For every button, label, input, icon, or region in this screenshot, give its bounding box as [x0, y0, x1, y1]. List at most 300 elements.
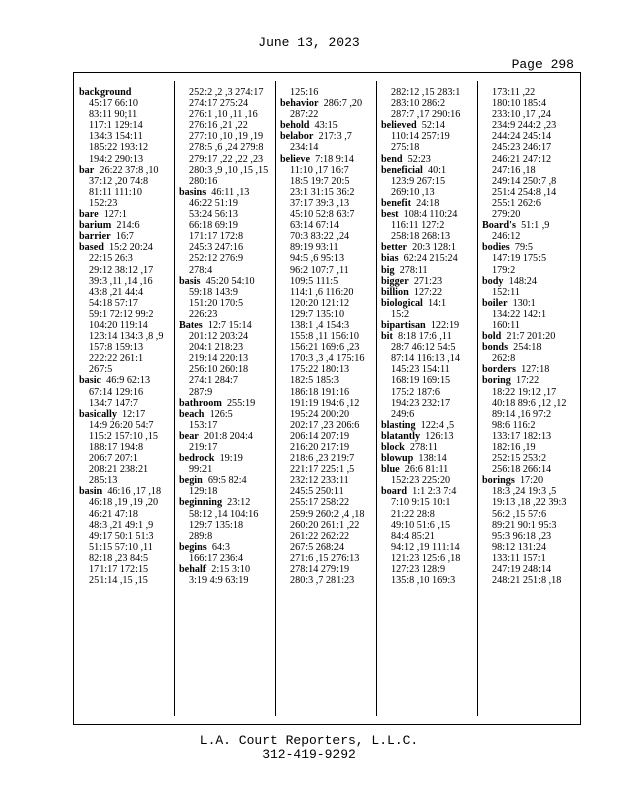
index-refs-continued: 157:8 159:13	[89, 342, 144, 354]
index-refs-continued: 99:21	[189, 464, 213, 476]
index-refs: 217:3 ,7	[318, 131, 352, 143]
index-term: basic	[79, 375, 102, 387]
index-refs-continued: 251:4 254:8 ,14	[492, 186, 557, 198]
index-entry	[179, 398, 268, 409]
index-refs-continued: 160:11	[492, 319, 520, 331]
index-refs-continued: 133:11 157:1	[492, 552, 546, 564]
index-term: Board's	[482, 220, 516, 232]
index-refs-continued: 275:18	[391, 142, 420, 154]
index-term: benefit	[381, 197, 411, 209]
index-refs-continued: 123:14 134:3 ,8 ,9	[89, 331, 164, 343]
index-refs-continued: 219:17	[189, 442, 218, 453]
index-refs-continued: 67:14 129:16	[89, 386, 144, 398]
index-entry	[381, 331, 460, 342]
index-refs-continued: 283:10 286:2	[391, 98, 446, 110]
index-refs-continued: 56:2 ,15 57:6	[492, 508, 547, 520]
index-refs-continued: 278:4	[189, 264, 213, 276]
index-entry	[482, 220, 566, 231]
index-term: bodies	[482, 242, 510, 254]
index-entry	[482, 364, 566, 375]
index-term: billion	[381, 286, 409, 298]
index-refs-continued: 168:19 169:15	[391, 375, 451, 387]
index-entry	[482, 375, 566, 386]
index-term: beach	[179, 408, 205, 420]
index-refs-continued: 49:10 51:6 ,15	[391, 519, 451, 531]
index-entry	[381, 265, 460, 276]
index-refs-continued: 18:3 ,24 19:3 ,5	[492, 486, 557, 498]
index-refs-continued: 259:9 260:2 ,4 ,18	[290, 508, 365, 520]
page-number: Page 298	[511, 57, 574, 72]
index-refs-continued: 19:13 ,18 ,22 39:3	[492, 497, 567, 509]
index-entry	[280, 98, 364, 109]
index-term: begins	[179, 541, 207, 553]
index-term: behavior	[280, 98, 319, 110]
index-refs-continued: 194:2 290:13	[89, 153, 144, 165]
index-refs-continued: 98:6 116:2	[492, 419, 536, 431]
index-refs: 17:22	[515, 375, 540, 387]
index-refs-continued: 45:10 52:8 63:7	[290, 209, 355, 221]
index-refs: 130:1	[512, 297, 536, 309]
index-refs-continued: 287:9	[189, 386, 213, 398]
index-refs-continued: 14:9 26:20 54:7	[89, 419, 154, 431]
index-entry	[482, 242, 566, 253]
index-term: blasting	[381, 419, 416, 431]
index-refs-continued: 221:17 225:1 ,5	[290, 464, 355, 476]
index-refs-continued: 274:17 275:24	[189, 98, 249, 110]
index-refs: 138:14	[418, 453, 447, 465]
index-refs-continued: 256:18 266:14	[492, 464, 552, 476]
index-refs-continued: 233:10 ,17 ,24	[492, 109, 551, 121]
index-refs-continued: 255:1 262:6	[492, 197, 541, 209]
index-entry	[482, 298, 566, 309]
index-refs-continued: 191:19 194:6 ,12	[290, 397, 360, 409]
index-entry	[381, 165, 460, 176]
index-term: basis	[179, 275, 201, 287]
index-refs-continued: 46:22 51:19	[189, 197, 238, 209]
index-refs-continued: 28:7 46:12 54:5	[391, 342, 456, 354]
index-refs-continued: 117:1 129:14	[89, 120, 143, 132]
index-refs: 52:23	[407, 153, 431, 165]
index-refs-continued: 218:6 ,23 219:7	[290, 453, 355, 465]
index-refs: 46:9 62:13	[106, 375, 151, 387]
index-entry	[381, 298, 460, 309]
index-refs-continued: 260:20 261:1 ,22	[290, 519, 360, 531]
index-refs-continued: 87:14 116:13 ,14	[391, 353, 460, 365]
index-refs-continued: 40:18 89:6 ,12 ,12	[492, 397, 567, 409]
index-column-5	[482, 87, 566, 586]
index-refs-continued: 129:7 135:18	[189, 519, 244, 531]
index-refs-continued: 202:17 ,23 206:6	[290, 419, 360, 431]
index-term: bigger	[381, 275, 409, 287]
index-refs: 255:19	[226, 397, 256, 409]
index-refs: 127:18	[521, 364, 550, 376]
index-refs-continued: 89:14 ,16 97:2	[492, 408, 552, 420]
index-refs-continued: 133:17 182:13	[492, 430, 552, 442]
index-term: beneficial	[381, 164, 423, 176]
index-refs-continued: 245:5 250:11	[290, 486, 344, 498]
index-refs-continued: 248:21 251:8 ,18	[492, 575, 562, 587]
index-refs-continued: 152:23 225:20	[391, 475, 451, 487]
index-term: bear	[179, 430, 199, 442]
index-refs-continued: 84:4 85:21	[391, 530, 435, 542]
index-refs-continued: 175:2 187:6	[391, 386, 440, 398]
index-refs-continued: 135:8 ,10 169:3	[391, 575, 456, 587]
index-refs-continued: 195:24 200:20	[290, 408, 350, 420]
index-refs-continued: 147:19 175:5	[492, 253, 547, 265]
index-refs-continued: 226:23	[189, 308, 218, 320]
index-term: believed	[381, 120, 417, 132]
index-refs-continued: 279:20	[492, 209, 521, 221]
index-refs: 122:19	[430, 319, 460, 331]
index-refs-continued: 244:24 245:14	[492, 131, 552, 143]
index-column-1	[79, 87, 163, 586]
index-refs-continued: 166:17 236:4	[189, 552, 244, 564]
index-term: begin	[179, 475, 203, 487]
index-refs-continued: 115:2 157:10 ,15	[89, 430, 158, 442]
column-divider	[275, 81, 276, 716]
index-refs-continued: 171:17 172:15	[89, 564, 149, 576]
index-term: belabor	[280, 131, 314, 143]
index-term: bipartisan	[381, 319, 426, 331]
index-refs-continued: 89:19 93:11	[290, 242, 339, 254]
index-refs-continued: 280:16	[189, 175, 218, 187]
index-refs: 69:5 82:4	[207, 475, 247, 487]
index-term: bedrock	[179, 453, 215, 465]
index-refs: 1:1 2:3 7:4	[412, 486, 457, 498]
index-term: board	[381, 486, 408, 498]
index-refs-continued: 276:16 ,21 ,22	[189, 120, 248, 132]
index-refs-continued: 285:13	[89, 475, 118, 487]
index-refs: 64:3	[211, 541, 230, 553]
index-refs-continued: 247:19 248:14	[492, 564, 552, 576]
index-refs-continued: 121:23 125:6 ,18	[391, 552, 461, 564]
index-refs-continued: 256:10 260:18	[189, 364, 249, 376]
index-entry	[179, 276, 268, 287]
index-refs: 12:7 15:14	[207, 319, 252, 331]
index-entry	[179, 431, 268, 442]
index-entry	[79, 231, 163, 242]
index-entry	[381, 431, 460, 442]
index-refs: 214:6	[116, 220, 140, 232]
index-refs-continued: 153:17	[189, 419, 218, 431]
index-entry	[280, 154, 364, 165]
index-refs-continued: 280:3 ,9 ,10 ,15 ,15	[189, 164, 269, 176]
index-refs-continued: 171:17 172:8	[189, 231, 244, 243]
index-term: barrier	[79, 231, 111, 243]
index-entry	[179, 497, 268, 508]
index-refs-continued: 110:14 257:19	[391, 131, 450, 143]
index-term: better	[381, 242, 408, 254]
index-entry	[482, 475, 566, 486]
index-entry	[381, 464, 460, 475]
index-entry	[179, 564, 268, 575]
index-refs: 278:11	[399, 264, 428, 276]
index-refs-continued: 245:23 246:17	[492, 142, 552, 154]
index-refs-continued: 54:18 57:17	[89, 297, 138, 309]
index-refs-continued: 152:23	[89, 197, 118, 209]
index-entry	[381, 453, 460, 464]
index-refs: 79:5	[514, 242, 533, 254]
index-refs-continued: 287:7 ,17 290:16	[391, 109, 461, 121]
index-refs-continued: 29:12 38:12 ,17	[89, 264, 154, 276]
index-term: bend	[381, 153, 403, 165]
index-term: behalf	[179, 564, 207, 576]
index-refs-continued: 96:2 107:7 ,11	[290, 264, 349, 276]
court-reporter-phone: 312-419-9292	[262, 747, 356, 762]
index-refs-continued: 114:1 ,6 116:20	[290, 286, 354, 298]
index-term: basins	[179, 186, 207, 198]
word-index-box	[73, 72, 581, 725]
index-term: borders	[482, 364, 516, 376]
index-refs-continued: 232:12 233:11	[290, 475, 349, 487]
index-entry	[79, 165, 163, 176]
index-refs-continued: 267:5 268:24	[290, 541, 345, 553]
index-term: best	[381, 209, 399, 221]
index-refs: 8:18 17:6 ,11	[397, 331, 452, 343]
index-refs-continued: 49:17 50:1 51:3	[89, 530, 154, 542]
index-term: block	[381, 442, 405, 453]
index-refs-continued: 278:5 ,6 ,24 279:8	[189, 142, 264, 154]
index-term: bias	[381, 253, 399, 265]
index-entry	[79, 486, 163, 497]
index-refs-continued: 123:9 267:15	[391, 175, 446, 187]
index-entry	[381, 242, 460, 253]
index-refs: 26:22 37:8 ,10	[99, 164, 159, 176]
index-refs-continued: 134:3 154:11	[89, 131, 143, 143]
index-term: basin	[79, 486, 103, 498]
index-refs: 20:3 128:1	[412, 242, 456, 254]
index-refs-continued: 269:10 ,13	[391, 186, 435, 198]
index-refs-continued: 287:22	[290, 109, 319, 121]
index-refs-continued: 180:10 185:4	[492, 98, 547, 110]
index-entry	[79, 375, 163, 386]
index-refs-continued: 129:18	[189, 486, 218, 498]
index-entry	[381, 287, 460, 298]
index-entry	[381, 442, 460, 453]
index-entry	[79, 87, 163, 98]
index-refs: 14:1	[427, 297, 447, 309]
index-term: big	[381, 264, 395, 276]
index-entry	[381, 198, 460, 209]
index-entry	[179, 453, 268, 464]
index-term: biological	[381, 297, 423, 309]
index-entry	[381, 276, 460, 287]
index-refs: 51:1 ,9	[521, 220, 550, 232]
index-refs-continued: 45:17 66:10	[89, 98, 138, 110]
index-refs-continued: 186:18 191:16	[290, 386, 350, 398]
index-term: bold	[482, 331, 502, 343]
index-refs: 24:18	[416, 197, 440, 209]
index-refs: 16:7	[115, 231, 134, 243]
index-refs-continued: 262:8	[492, 353, 516, 365]
index-refs-continued: 94:12 ,19 111:14	[391, 541, 460, 553]
index-refs-continued: 116:11 127:2	[391, 220, 445, 232]
index-refs-continued: 194:23 232:17	[391, 397, 451, 409]
index-refs-continued: 120:20 121:12	[290, 297, 350, 309]
index-refs: 127:22	[413, 286, 443, 298]
index-term: bit	[381, 331, 393, 343]
index-term: based	[79, 242, 104, 254]
index-refs-continued: 185:22 193:12	[89, 142, 149, 154]
index-refs: 127:1	[103, 209, 127, 221]
index-term: blue	[381, 464, 400, 476]
index-entry	[79, 220, 163, 231]
index-entry	[179, 409, 268, 420]
index-entry	[179, 542, 268, 553]
index-refs-continued: 43:8 ,21 44:4	[89, 286, 144, 298]
index-refs: 271:23	[413, 275, 443, 287]
index-refs-continued: 219:14 220:13	[189, 353, 249, 365]
index-refs-continued: 59:1 72:12 99:2	[89, 308, 154, 320]
index-refs-continued: 246:21 247:12	[492, 153, 552, 165]
index-refs-continued: 15:2	[391, 308, 410, 320]
index-refs-continued: 39:3 ,11 ,14 ,16	[89, 275, 153, 287]
index-refs-continued: 258:18 268:13	[391, 231, 451, 243]
index-refs-continued: 247:16 ,18	[492, 164, 536, 176]
index-refs-continued: 277:10 ,10 ,19 ,19	[189, 131, 264, 143]
index-term: background	[79, 87, 132, 98]
index-refs-continued: 289:8	[189, 530, 213, 542]
index-term: believe	[280, 153, 310, 165]
index-refs-continued: 89:21 90:1 95:3	[492, 519, 557, 531]
index-refs: 254:18	[513, 342, 542, 354]
index-term: beginning	[179, 497, 223, 509]
index-refs-continued: 222:22 261:1	[89, 353, 144, 365]
index-term: barium	[79, 220, 112, 232]
index-refs-continued: 216:20 217:19	[290, 442, 350, 453]
index-refs-continued: 134:22 142:1	[492, 308, 547, 320]
index-entry	[280, 131, 364, 142]
index-refs: 23:12	[227, 497, 251, 509]
index-refs-continued: 204:1 218:23	[189, 342, 244, 354]
index-refs-continued: 276:1 ,10 ,11 ,16	[189, 109, 258, 121]
index-entry	[381, 253, 460, 264]
column-divider	[477, 81, 478, 716]
index-refs-continued: 249:14 250:7 ,8	[492, 175, 557, 187]
index-entry	[381, 120, 460, 131]
index-refs-continued: 95:3 96:18 ,23	[492, 530, 552, 542]
index-refs-continued: 23:1 31:15 36:2	[290, 186, 355, 198]
index-entry	[381, 154, 460, 165]
index-refs-continued: 94:5 ,6 95:13	[290, 253, 345, 265]
index-refs: 15:2 20:24	[109, 242, 153, 254]
index-refs-continued: 175:22 180:13	[290, 364, 350, 376]
transcript-date: June 13, 2023	[258, 35, 360, 50]
index-refs-continued: 249:6	[391, 408, 415, 420]
index-refs-continued: 127:23 128:9	[391, 564, 446, 576]
index-refs-continued: 152:11	[492, 286, 520, 298]
index-entry	[482, 331, 566, 342]
index-refs-continued: 206:14 207:19	[290, 430, 350, 442]
index-refs: 126:13	[425, 430, 454, 442]
index-refs-continued: 11:10 ,17 16:7	[290, 164, 349, 176]
index-entry	[381, 420, 460, 431]
index-refs-continued: 58:12 ,14 104:16	[189, 508, 259, 520]
index-refs-continued: 125:16	[290, 87, 319, 98]
index-refs-continued: 274:1 284:7	[189, 375, 238, 387]
index-term: bonds	[482, 342, 509, 354]
index-refs-continued: 46:21 47:18	[89, 508, 138, 520]
index-refs: 45:20 54:10	[205, 275, 255, 287]
index-refs: 286:7 ,20	[323, 98, 363, 110]
index-refs: 52:14	[421, 120, 445, 132]
column-divider	[174, 81, 175, 716]
index-entry	[482, 276, 566, 287]
index-term: basically	[79, 408, 117, 420]
index-refs-continued: 138:1 ,4 154:3	[290, 319, 350, 331]
index-term: blatantly	[381, 430, 421, 442]
index-refs-continued: 81:11 111:10	[89, 186, 142, 198]
index-refs: 40:1	[427, 164, 447, 176]
index-refs-continued: 151:20 170:5	[189, 297, 244, 309]
index-column-2	[179, 87, 268, 586]
index-term: behold	[280, 120, 310, 132]
index-refs-continued: 279:17 ,22 ,22 ,23	[189, 153, 264, 165]
index-refs: 2:15 3:10	[211, 564, 251, 576]
index-refs-continued: 267:5	[89, 364, 113, 376]
index-refs-continued: 109:5 111:5	[290, 275, 339, 287]
index-entry	[179, 187, 268, 198]
index-refs: 148:24	[508, 275, 537, 287]
index-refs-continued: 252:2 ,2 ,3 274:17	[189, 87, 264, 98]
index-refs-continued: 179:2	[492, 264, 516, 276]
index-refs-continued: 98:12 131:24	[492, 541, 547, 553]
index-refs: 201:8 204:4	[203, 430, 253, 442]
index-refs-continued: 252:15 253:2	[492, 453, 547, 465]
index-refs-continued: 18:22 19:12 ,17	[492, 386, 557, 398]
index-refs-continued: 66:18 69:19	[189, 220, 238, 232]
index-refs: 21:7 201:20	[506, 331, 556, 343]
index-refs-continued: 170:3 ,3 ,4 175:16	[290, 353, 365, 365]
index-refs-continued: 83:11 90;11	[89, 109, 138, 121]
index-entry	[79, 242, 163, 253]
index-entry	[179, 320, 268, 331]
index-refs-continued: 246:12	[492, 231, 521, 243]
index-refs-continued: 37:17 39:3 ,13	[290, 197, 350, 209]
index-refs-continued: 155:8 ,11 156:10	[290, 331, 359, 343]
index-refs-continued: 22:15 26:3	[89, 253, 133, 265]
index-refs-continued: 129:7 135:10	[290, 308, 345, 320]
index-refs-continued: 245:3 247:16	[189, 242, 244, 254]
index-refs-continued: 208:21 238:21	[89, 464, 149, 476]
index-refs: 122:4 ,5	[420, 419, 455, 431]
index-refs-continued: 201:12 203:24	[189, 331, 249, 343]
index-refs-continued: 156:21 169:6 ,23	[290, 342, 360, 354]
index-entry	[482, 342, 566, 353]
index-refs-continued: 252:12 276:9	[189, 253, 244, 265]
column-divider	[376, 81, 377, 716]
index-refs-continued: 59:18 143:9	[189, 286, 238, 298]
index-entry	[79, 209, 163, 220]
index-refs-continued: 48:3 ,21 49:1 ,9	[89, 519, 154, 531]
index-refs-continued: 3:19 4:9 63:19	[189, 575, 249, 587]
index-entry	[280, 120, 364, 131]
index-refs-continued: 145:23 154:11	[391, 364, 450, 376]
index-refs-continued: 251:14 ,15 ,15	[89, 575, 148, 587]
index-refs-continued: 188:17 194:8	[89, 442, 144, 453]
index-term: bare	[79, 209, 99, 221]
index-refs-continued: 206:7 207:1	[89, 453, 138, 465]
index-refs-continued: 104:20 119:14	[89, 319, 148, 331]
index-column-4	[381, 87, 460, 586]
index-refs: 19:19	[219, 453, 243, 465]
index-entry	[381, 486, 460, 497]
index-term: bathroom	[179, 397, 222, 409]
index-term: body	[482, 275, 504, 287]
index-entry	[79, 409, 163, 420]
index-refs-continued: 255:17 258:22	[290, 497, 350, 509]
index-refs-continued: 271:6 ,15 276:13	[290, 552, 360, 564]
